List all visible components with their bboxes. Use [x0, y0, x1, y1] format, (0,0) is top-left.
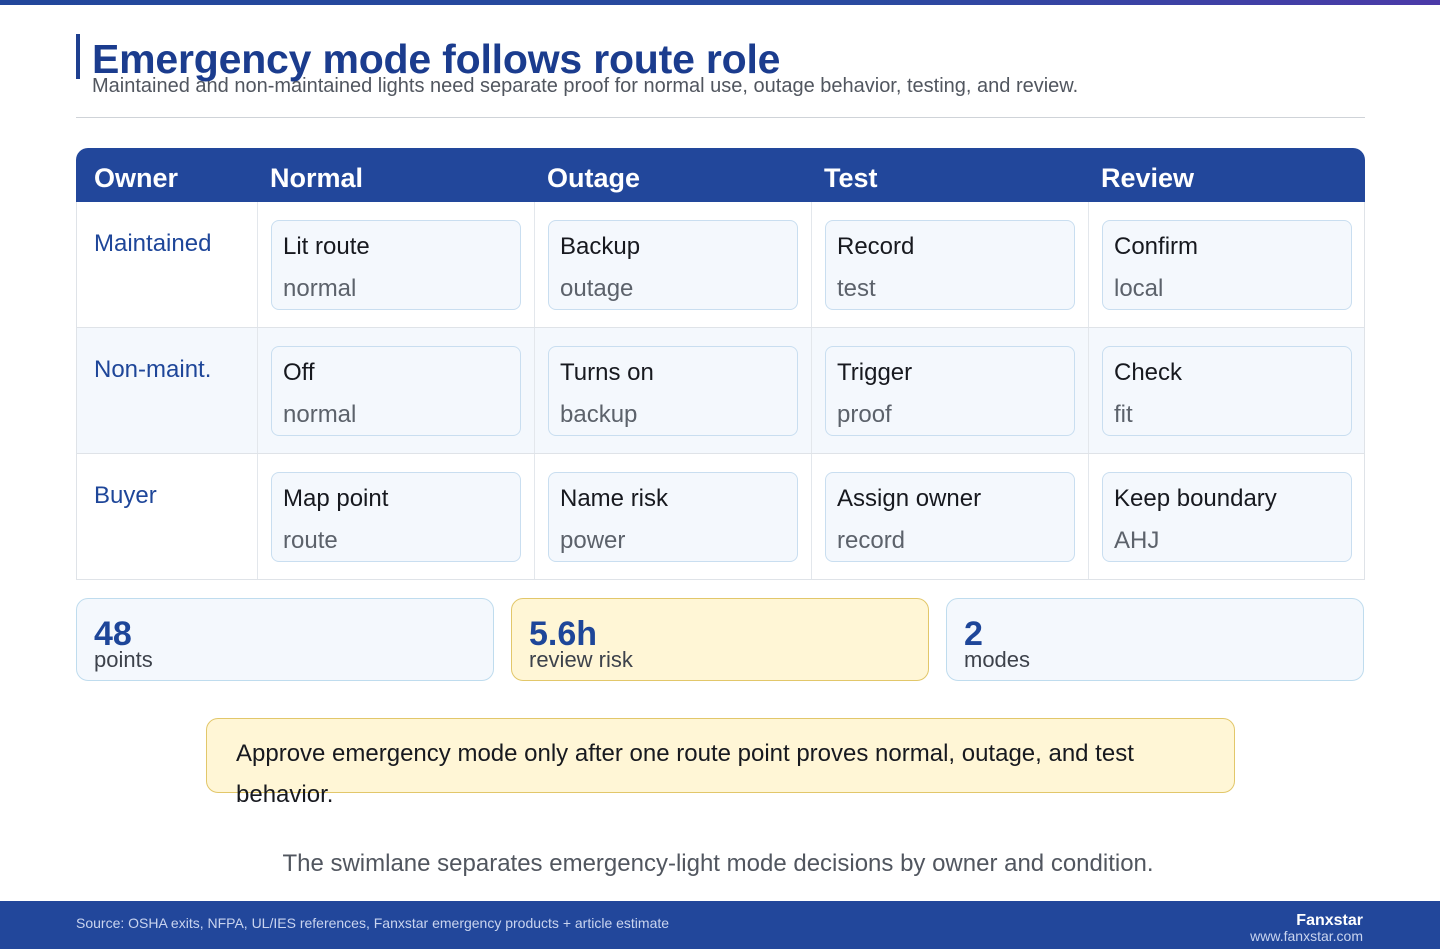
footer-source: Source: OSHA exits, NFPA, UL/IES references, Fanxstar emergency products + article estimate — [76, 915, 670, 931]
page-subtitle: Maintained and non-maintained lights need separate proof for normal use, outage behavior, testing, and review. — [92, 75, 1079, 97]
lane-card — [825, 346, 1075, 436]
card-title: Record — [837, 233, 915, 260]
card-subtitle: local — [1114, 275, 1164, 302]
page-title: Emergency mode follows route role — [92, 36, 781, 82]
metric-card-points — [76, 598, 494, 681]
title-accent-bar — [76, 34, 80, 79]
card-subtitle: proof — [837, 401, 892, 428]
card-subtitle: backup — [560, 401, 638, 428]
card-title: Map point — [283, 485, 389, 512]
card-title: Name risk — [560, 485, 669, 512]
card-title: Backup — [560, 233, 641, 260]
lane-card — [548, 472, 798, 562]
swimlane-header-row — [76, 148, 1365, 202]
column-header-outage: Outage — [547, 163, 641, 193]
lane-card — [825, 220, 1075, 310]
swimlane-table — [76, 148, 1365, 580]
footer-url-link[interactable]: www.fanxstar.com — [1250, 928, 1363, 944]
footer-brand: Fanxstar — [1296, 912, 1363, 929]
lane-card — [825, 472, 1075, 562]
callout-text: Approve emergency mode only after one route point proves normal, outage, and test behavior. — [236, 740, 1134, 808]
metric-card-review-risk — [511, 598, 929, 681]
row-owner-label: Non-maint. — [94, 356, 212, 383]
card-subtitle: AHJ — [1114, 527, 1160, 554]
metric-label: points — [94, 647, 153, 672]
metric-value: 5.6h — [529, 615, 598, 653]
card-title: Keep boundary — [1114, 485, 1277, 512]
card-subtitle: test — [837, 275, 876, 302]
card-title: Turns on — [560, 359, 654, 386]
card-title: Off — [283, 359, 315, 386]
swimlane-row-non-maintained — [76, 328, 1365, 454]
card-title: Assign owner — [837, 485, 982, 512]
header-divider — [76, 117, 1365, 118]
card-title: Check — [1114, 359, 1183, 386]
lane-card — [1102, 220, 1352, 310]
metric-card-modes — [946, 598, 1364, 681]
swimlane-row-maintained — [76, 202, 1365, 328]
card-subtitle: route — [283, 527, 338, 554]
lane-card — [271, 220, 521, 310]
row-owner-label: Buyer — [94, 482, 157, 509]
card-subtitle: record — [837, 527, 906, 554]
card-subtitle: normal — [283, 401, 357, 428]
card-subtitle: power — [560, 527, 626, 554]
lane-card — [271, 472, 521, 562]
column-header-test: Test — [824, 163, 878, 193]
card-subtitle: normal — [283, 275, 357, 302]
lane-card — [1102, 472, 1352, 562]
card-title: Confirm — [1114, 233, 1199, 260]
row-owner-label: Maintained — [94, 230, 212, 257]
metric-label: modes — [964, 647, 1031, 672]
metric-value: 48 — [94, 615, 132, 653]
lane-card — [548, 346, 798, 436]
lane-card — [548, 220, 798, 310]
column-header-review: Review — [1101, 163, 1195, 193]
metric-value: 2 — [964, 615, 983, 653]
figure-caption: The swimlane separates emergency-light mode decisions by owner and condition. — [282, 850, 1154, 877]
lane-card — [271, 346, 521, 436]
swimlane-row-buyer — [76, 454, 1365, 580]
card-subtitle: fit — [1114, 401, 1133, 428]
card-title: Trigger — [837, 359, 913, 386]
card-title: Lit route — [283, 233, 370, 260]
metric-label: review risk — [529, 647, 633, 672]
top-accent-bar — [0, 0, 1440, 5]
lane-card — [1102, 346, 1352, 436]
column-header-normal: Normal — [270, 163, 364, 193]
column-header-owner: Owner — [94, 163, 179, 193]
card-subtitle: outage — [560, 275, 634, 302]
